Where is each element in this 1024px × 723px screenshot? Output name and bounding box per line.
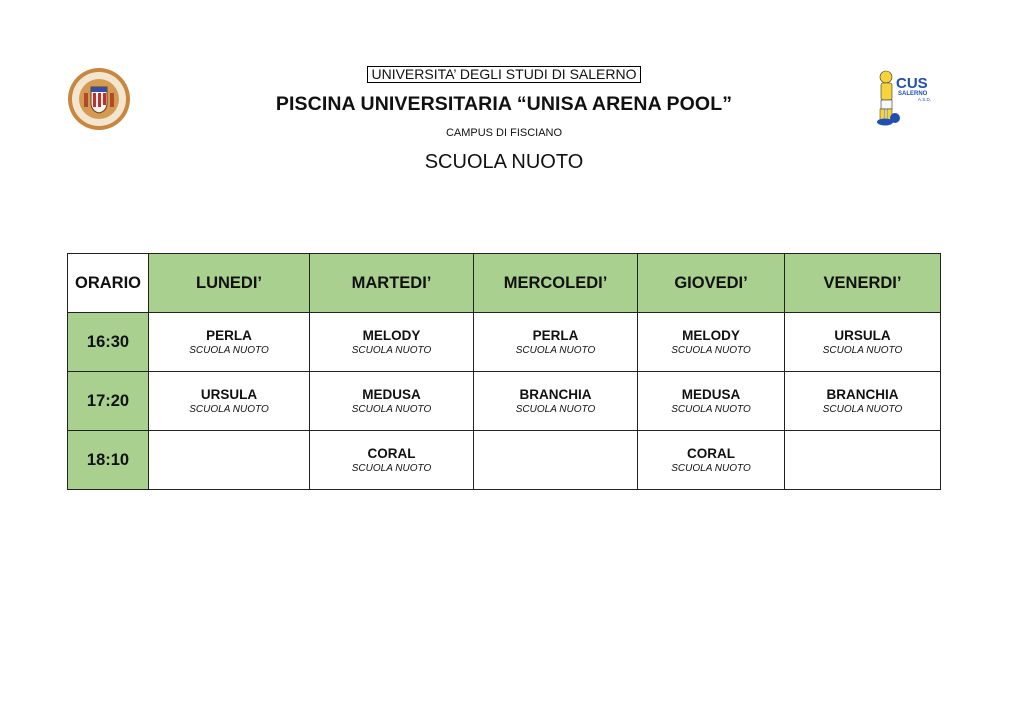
course-type: SCUOLA NUOTO xyxy=(671,462,751,474)
schedule-cell xyxy=(149,431,310,490)
table-row xyxy=(68,431,941,490)
schedule-cell xyxy=(310,431,474,490)
course-name: URSULA xyxy=(834,327,891,343)
cus-name: CUS xyxy=(896,75,928,92)
course-name: URSULA xyxy=(200,386,258,402)
table-row xyxy=(68,313,941,372)
schedule-cell xyxy=(310,313,474,372)
course-type: SCUOLA NUOTO xyxy=(351,344,432,356)
header-day-mercoledi: MERCOLEDI’ xyxy=(474,254,638,313)
campus-subtitle: CAMPUS DI FISCIANO xyxy=(445,127,563,139)
header-day-lunedi: LUNEDI’ xyxy=(149,254,310,313)
schedule-cell xyxy=(785,313,941,372)
schedule-cell xyxy=(785,431,941,490)
cus-city: SALERNO xyxy=(898,91,928,97)
schedule-cell xyxy=(149,313,310,372)
section-heading: SCUOLA NUOTO xyxy=(424,151,584,173)
course-name: CORAL xyxy=(367,445,416,461)
course-name: MEDUSA xyxy=(362,386,421,402)
course-name: CORAL xyxy=(687,445,735,461)
course-type: SCUOLA NUOTO xyxy=(671,344,751,356)
course-type: SCUOLA NUOTO xyxy=(189,344,269,356)
schedule-cell xyxy=(638,431,785,490)
page-title: PISCINA UNIVERSITARIA “UNISA ARENA POOL” xyxy=(275,93,733,115)
schedule-cell xyxy=(474,431,638,490)
course-type: SCUOLA NUOTO xyxy=(515,344,596,356)
schedule-cell xyxy=(638,372,785,431)
course-name: MELODY xyxy=(682,327,740,343)
table-header-row xyxy=(68,254,941,313)
course-name: PERLA xyxy=(206,327,252,343)
header-day-venerdi: VENERDI’ xyxy=(785,254,941,313)
schedule-cell xyxy=(638,313,785,372)
cus-suffix: A.S.D. xyxy=(918,97,932,102)
course-type: SCUOLA NUOTO xyxy=(515,403,596,415)
university-name: UNIVERSITA’ DEGLI STUDI DI SALERNO xyxy=(367,66,640,83)
course-name: MEDUSA xyxy=(681,386,741,402)
header-orario: ORARIO xyxy=(68,254,149,313)
time-cell: 17:20 xyxy=(68,372,149,431)
course-type: SCUOLA NUOTO xyxy=(351,462,432,474)
schedule-cell xyxy=(310,372,474,431)
course-type: SCUOLA NUOTO xyxy=(351,403,432,415)
time-cell: 18:10 xyxy=(68,431,149,490)
course-type: SCUOLA NUOTO xyxy=(822,344,903,356)
university-heading-wrapper xyxy=(0,66,1008,84)
course-name: PERLA xyxy=(532,327,579,343)
schedule-table xyxy=(67,253,941,490)
schedule-cell xyxy=(474,372,638,431)
course-type: SCUOLA NUOTO xyxy=(671,403,751,415)
course-type: SCUOLA NUOTO xyxy=(189,403,269,415)
course-name: MELODY xyxy=(362,327,421,343)
header-day-martedi: MARTEDI’ xyxy=(310,254,474,313)
course-type: SCUOLA NUOTO xyxy=(822,403,903,415)
schedule-cell xyxy=(149,372,310,431)
header-day-giovedi: GIOVEDI’ xyxy=(638,254,785,313)
schedule-cell xyxy=(785,372,941,431)
time-cell: 16:30 xyxy=(68,313,149,372)
schedule-cell xyxy=(474,313,638,372)
table-row xyxy=(68,372,941,431)
course-name: BRANCHIA xyxy=(519,386,592,402)
course-name: BRANCHIA xyxy=(826,386,899,402)
